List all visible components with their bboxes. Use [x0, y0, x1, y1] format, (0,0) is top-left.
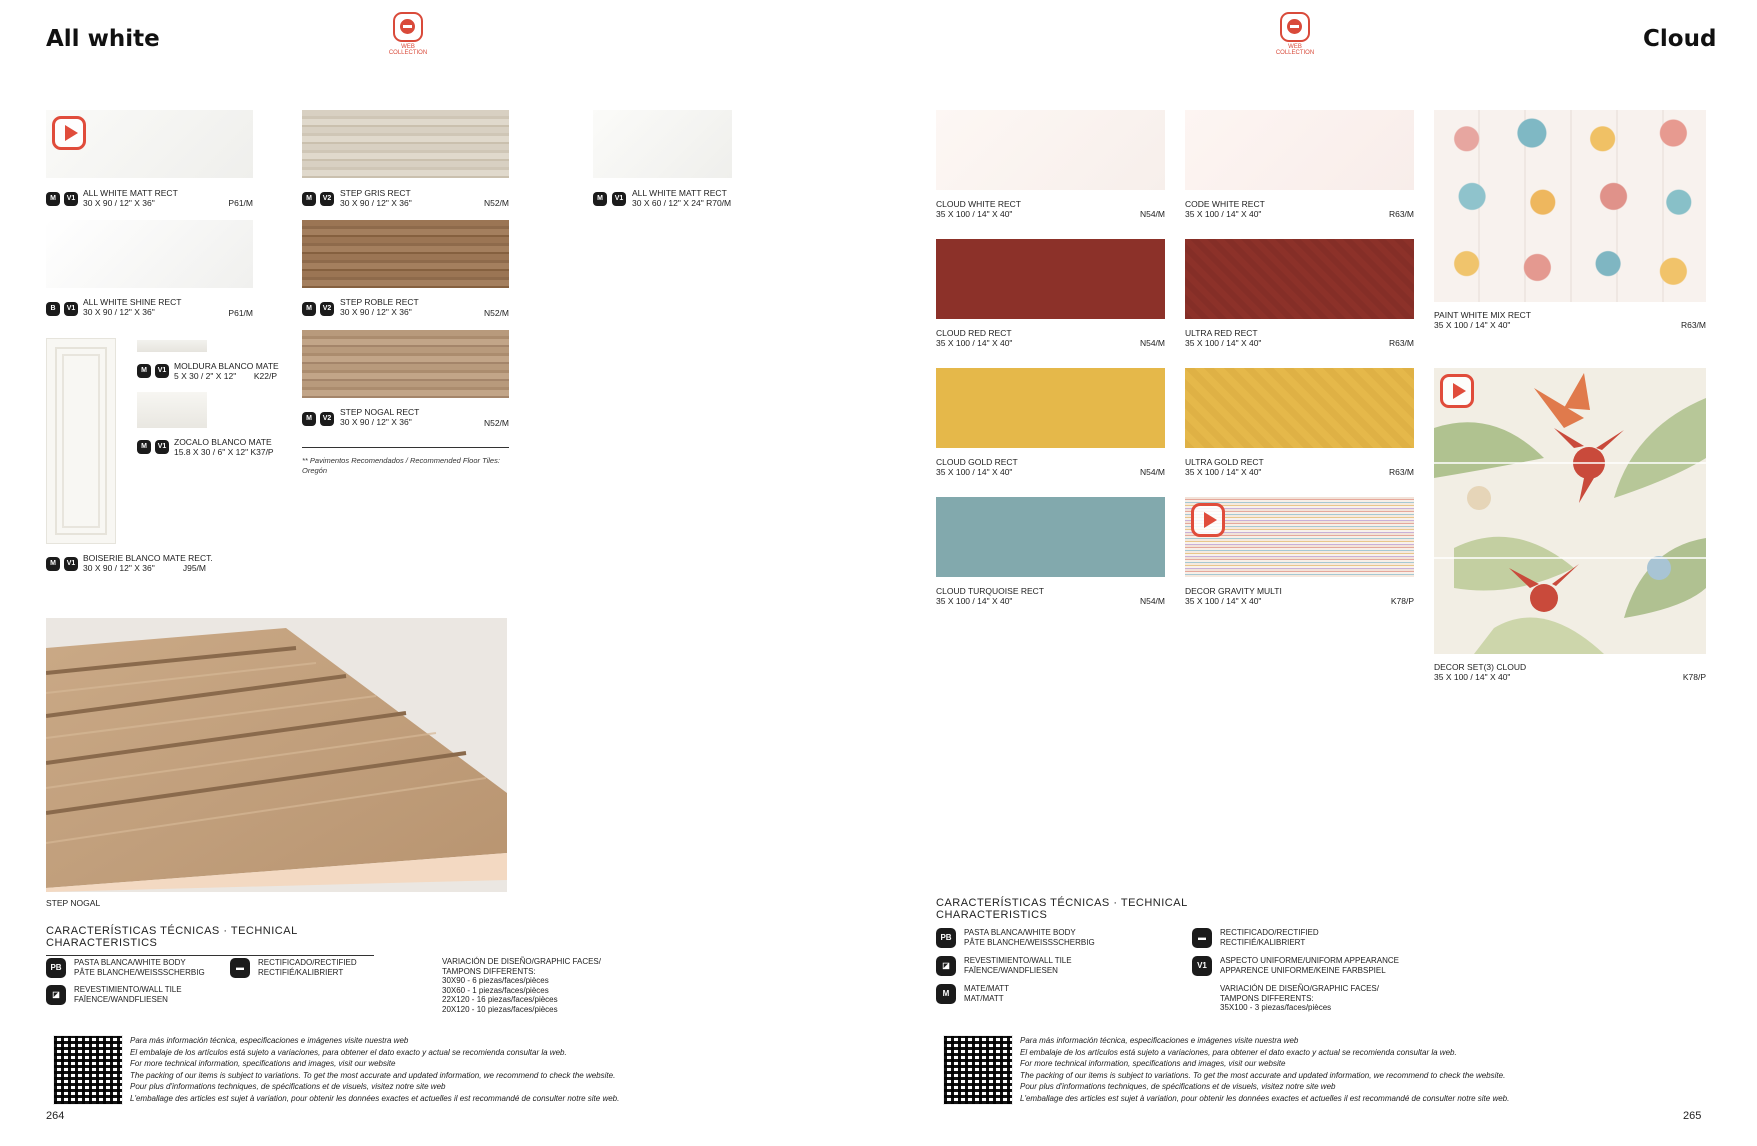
product-caption: DECOR SET(3) CLOUD 35 X 100 / 14" X 40": [1434, 662, 1527, 682]
swatch-step-gris: [302, 110, 509, 178]
page-number-left: 264: [46, 1110, 65, 1122]
product-caption: STEP ROBLE RECT 30 X 90 / 12" X 36": [340, 297, 419, 317]
product-caption: DECOR GRAVITY MULTI 35 X 100 / 14" X 40": [1185, 586, 1282, 606]
swatch-cloud-gold: [936, 368, 1165, 448]
product-caption: ULTRA GOLD RECT 35 X 100 / 14" X 40": [1185, 457, 1264, 477]
product-code: K78/P: [1390, 596, 1414, 606]
product-code: N52/M: [483, 308, 509, 318]
tech-text: REVESTIMIENTO/WALL TILE FAÏENCE/WANDFLIESEN: [74, 985, 182, 1004]
product-code: R63/M: [1680, 320, 1706, 330]
product-caption: CLOUD WHITE RECT 35 X 100 / 14" X 40": [936, 199, 1021, 219]
product-code: N54/M: [1139, 209, 1165, 219]
product-caption: CODE WHITE RECT 35 X 100 / 14" X 40": [1185, 199, 1265, 219]
photo-caption: STEP NOGAL: [46, 898, 101, 908]
tech-text: RECTIFICADO/RECTIFIED RECTIFIÉ/KALIBRIERT: [258, 958, 357, 977]
product-code: J95/M: [182, 563, 206, 573]
play-video-icon[interactable]: [52, 116, 86, 150]
swatch-boiserie: [46, 338, 116, 544]
page-number-right: 265: [1683, 1110, 1702, 1122]
product-code: R63/M: [1388, 338, 1414, 348]
product-code: K22/P: [253, 371, 277, 381]
web-collection-logo[interactable]: WEB COLLECTION: [1270, 12, 1320, 56]
matt-icon: M: [46, 192, 60, 206]
swatch-decor-set-cloud: [1434, 368, 1706, 654]
swatch-step-roble: [302, 220, 509, 288]
tech-header: CARACTERÍSTICAS TÉCNICAS · TECHNICAL CHARACTERISTICS: [936, 897, 1188, 921]
floor-note: ** Pavimentos Recomendados / Recommended Floor Tiles: Oregón: [302, 456, 500, 475]
product-caption: ALL WHITE MATT RECT 30 X 90 / 12" X 36": [83, 188, 178, 208]
product-caption: STEP NOGAL RECT 30 X 90 / 12" X 36": [340, 407, 420, 427]
tech-text: RECTIFICADO/RECTIFIED RECTIFIÉ/KALIBRIERT: [1220, 928, 1319, 947]
info-text: Para más información técnica, especificaciones e imágenes visite nuestra web El embalaje de los artículos está sujeto a variaciones, para obtener el dato exacto y actual se recomienda consultar la web. For more technical information, specifications and images, visit our website The packing of our items is subject to variations. To get the most accurate and updated information, we recommend to check the website. Pour plus d'informations techniques, de spécifications et de visuels, visitez notre site web L'emballage des articles est sujet à variation, pour obtenir les données exactes et actuelles il est recommandé de consulter notre site web.: [1020, 1036, 1510, 1103]
wall-tile-icon: ◪: [936, 956, 956, 976]
globe-icon: [393, 12, 423, 42]
matt-icon: M: [936, 984, 956, 1004]
swatch-all-white-matt-30x60: [593, 110, 732, 178]
matt-icon: M: [593, 192, 607, 206]
matt-icon: M: [302, 192, 316, 206]
rectified-icon: ▬: [230, 958, 250, 978]
product-caption: ULTRA RED RECT 35 X 100 / 14" X 40": [1185, 328, 1262, 348]
web-collection-logo[interactable]: WEB COLLECTION: [383, 12, 433, 56]
tech-text: MATE/MATT MAT/MATT: [964, 984, 1010, 1003]
product-code: N54/M: [1139, 467, 1165, 477]
qr-code[interactable]: [943, 1035, 1013, 1105]
globe-icon: [1280, 12, 1310, 42]
product-caption: ALL WHITE SHINE RECT 30 X 90 / 12" X 36": [83, 297, 182, 317]
white-body-icon: PB: [936, 928, 956, 948]
v1-icon: V1: [612, 192, 626, 206]
play-video-icon[interactable]: [1440, 374, 1474, 408]
matt-icon: M: [137, 364, 151, 378]
v1-icon: V1: [155, 364, 169, 378]
page-title-left: All white: [46, 26, 160, 52]
product-caption: CLOUD GOLD RECT 35 X 100 / 14" X 40": [936, 457, 1018, 477]
product-code: N52/M: [483, 198, 509, 208]
swatch-ultra-red: [1185, 239, 1414, 319]
play-video-icon[interactable]: [1191, 503, 1225, 537]
product-code: K78/P: [1682, 672, 1706, 682]
tech-text: ASPECTO UNIFORME/UNIFORM APPEARANCE APPARENCE UNIFORME/KEINE FARBSPIEL: [1220, 956, 1399, 975]
v1-icon: V1: [155, 440, 169, 454]
swatch-all-white-shine: [46, 220, 253, 288]
product-caption: BOISERIE BLANCO MATE RECT. 30 X 90 / 12" X 36": [83, 553, 213, 573]
tech-header: CARACTERÍSTICAS TÉCNICAS · TECHNICAL CHARACTERISTICS: [46, 925, 374, 956]
product-caption: PAINT WHITE MIX RECT 35 X 100 / 14" X 40": [1434, 310, 1531, 330]
swatch-cloud-red: [936, 239, 1165, 319]
v1-icon: V1: [64, 557, 78, 571]
v1-icon: V1: [64, 192, 78, 206]
uniform-appearance-icon: V1: [1192, 956, 1212, 976]
product-caption: MOLDURA BLANCO MATE 5 X 30 / 2" X 12": [174, 361, 279, 381]
product-caption: STEP GRIS RECT 30 X 90 / 12" X 36": [340, 188, 412, 208]
product-code: P61/M: [228, 198, 253, 208]
product-caption: CLOUD TURQUOISE RECT 35 X 100 / 14" X 40": [936, 586, 1044, 606]
product-caption: ALL WHITE MATT RECT 30 X 60 / 12" X 24" R70/M: [632, 188, 732, 208]
tech-text: PASTA BLANCA/WHITE BODY PÂTE BLANCHE/WEISSSCHERBIG: [74, 958, 205, 977]
page-title-right: Cloud: [1643, 26, 1717, 52]
brillo-icon: B: [46, 302, 60, 316]
tech-text: PASTA BLANCA/WHITE BODY PÂTE BLANCHE/WEISSSCHERBIG: [964, 928, 1095, 947]
product-code: N54/M: [1139, 596, 1165, 606]
info-text: Para más información técnica, especificaciones e imágenes visite nuestra web El embalaje de los artículos está sujeto a variaciones, para obtener el dato exacto y actual se recomienda consultar la web. For more technical information, specifications and images, visit our website The packing of our items is subject to variations. To get the most accurate and updated information, we recommend to check the website. Pour plus d'informations techniques, de spécifications et de visuels, visitez notre site web L'emballage des articles est sujet à variation, pour obtenir les données exactes et actuelles il est recommandé de consulter notre site web.: [130, 1036, 620, 1103]
tech-text: REVESTIMIENTO/WALL TILE FAÏENCE/WANDFLIESEN: [964, 956, 1072, 975]
swatch-cloud-turquoise: [936, 497, 1165, 577]
product-code: N52/M: [483, 418, 509, 428]
rectified-icon: ▬: [1192, 928, 1212, 948]
v1-icon: V1: [64, 302, 78, 316]
product-code: P61/M: [228, 308, 253, 318]
swatch-step-nogal: [302, 330, 509, 398]
product-caption: ZOCALO BLANCO MATE 15.8 X 30 / 6" X 12" K37/P: [174, 437, 274, 457]
variation-text: VARIACIÓN DE DISEÑO/GRAPHIC FACES/ TAMPONS DIFFERENTS: 30X90 - 6 piezas/faces/pièces 30X60 - 1 piezas/faces/pièces 22X120 - 16 piezas/faces/pièces 20X120 - 10 piezas/faces/pièces: [442, 957, 601, 1014]
wood-panel-photo: [46, 618, 507, 892]
swatch-paint-white-mix: [1434, 110, 1706, 302]
wall-tile-icon: ◪: [46, 985, 66, 1005]
v2-icon: V2: [320, 302, 334, 316]
variation-text: VARIACIÓN DE DISEÑO/GRAPHIC FACES/ TAMPONS DIFFERENTS: 35X100 - 3 piezas/faces/pièces: [1220, 984, 1379, 1012]
swatch-ultra-gold: [1185, 368, 1414, 448]
swatch-cloud-white: [936, 110, 1165, 190]
qr-code[interactable]: [53, 1035, 123, 1105]
tropical-decor-image: [1434, 368, 1706, 654]
product-code: R63/M: [1388, 467, 1414, 477]
white-body-icon: PB: [46, 958, 66, 978]
swatch-moldura: [137, 340, 207, 352]
swatch-zocalo: [137, 392, 207, 428]
product-caption: CLOUD RED RECT 35 X 100 / 14" X 40": [936, 328, 1013, 348]
step-nogal-photo: [46, 618, 507, 892]
swatch-code-white: [1185, 110, 1414, 190]
product-code: N54/M: [1139, 338, 1165, 348]
matt-icon: M: [137, 440, 151, 454]
divider: [302, 447, 509, 448]
v2-icon: V2: [320, 412, 334, 426]
matt-icon: M: [302, 302, 316, 316]
v2-icon: V2: [320, 192, 334, 206]
product-code: R63/M: [1388, 209, 1414, 219]
matt-icon: M: [46, 557, 60, 571]
matt-icon: M: [302, 412, 316, 426]
